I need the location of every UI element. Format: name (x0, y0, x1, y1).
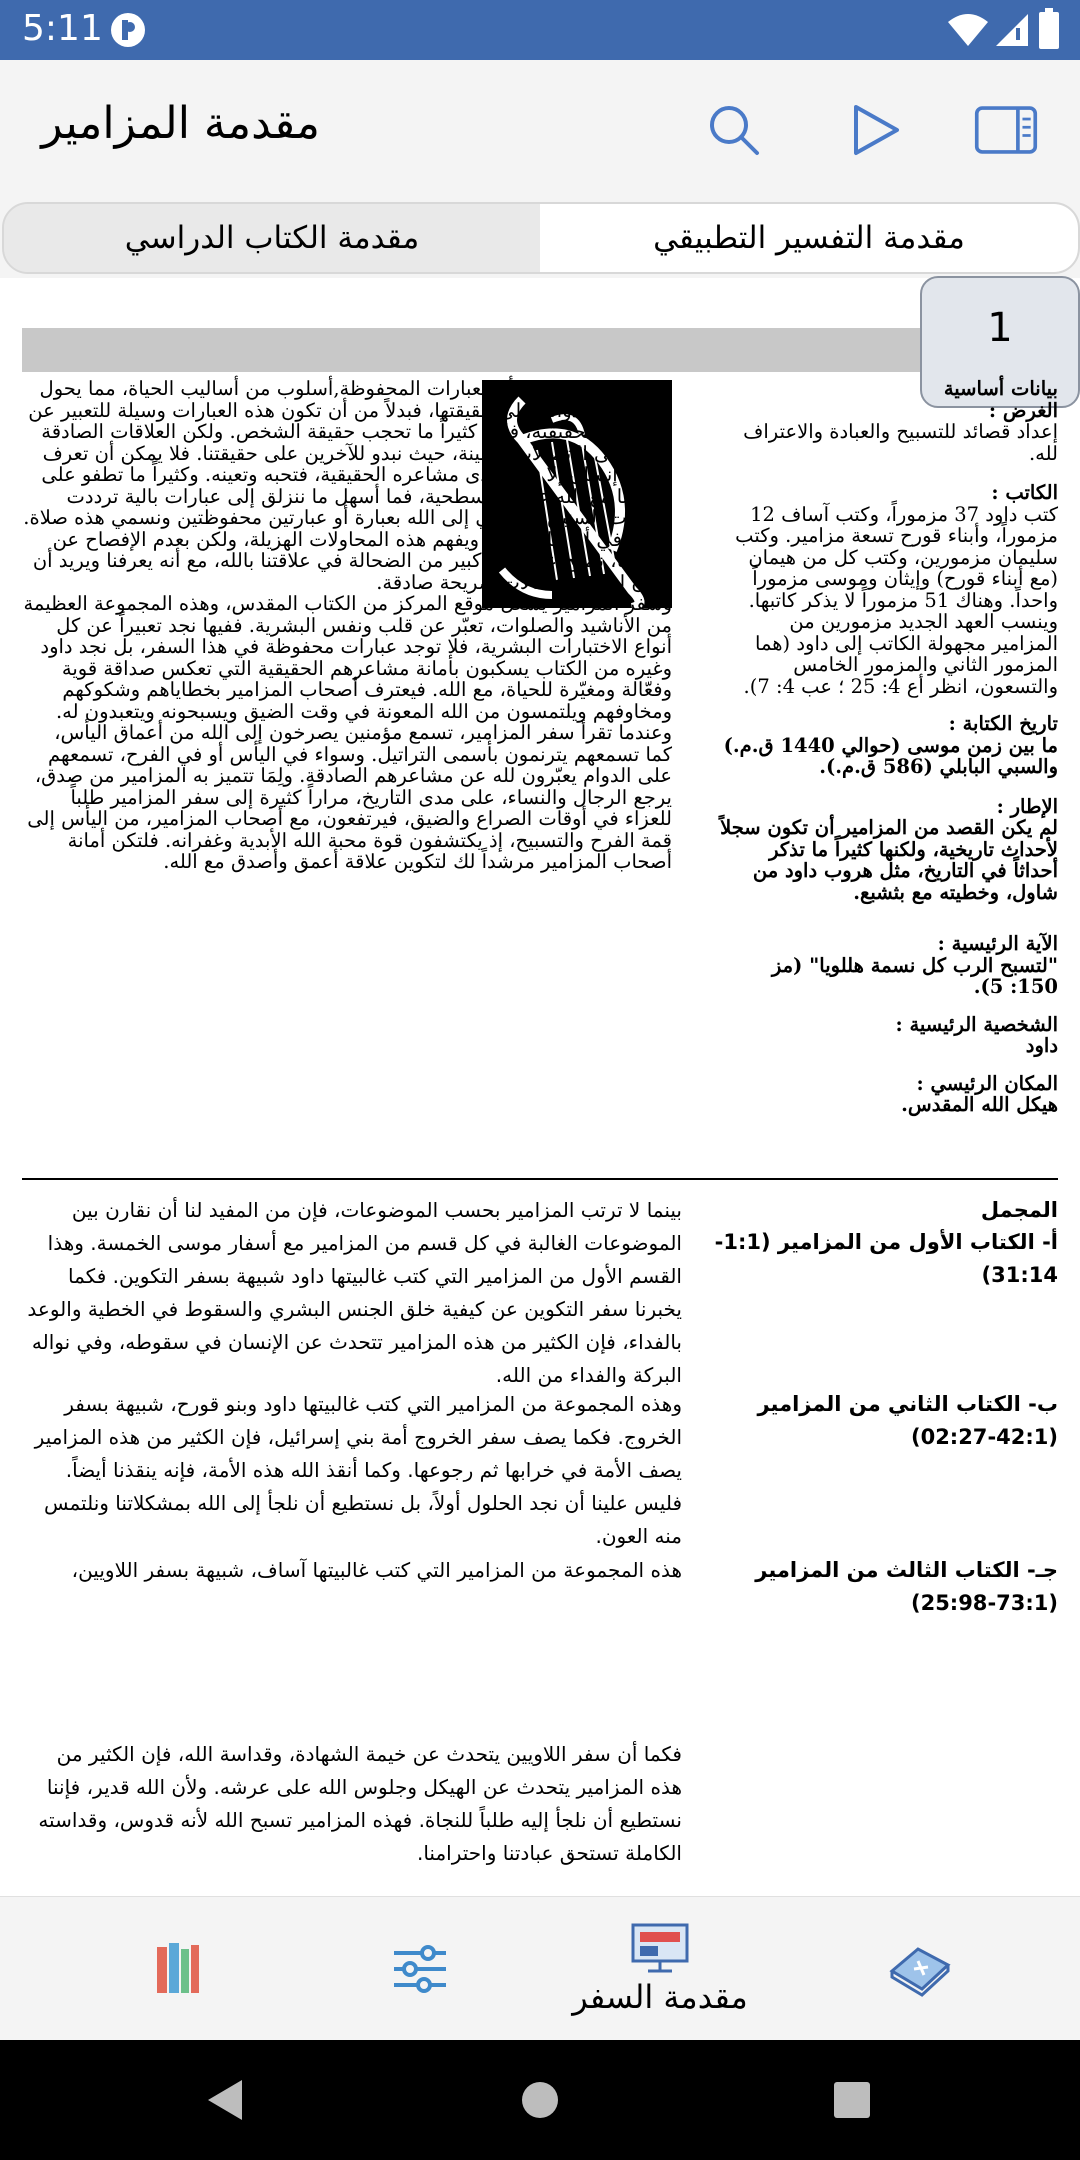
sidebar-panel-icon (974, 103, 1038, 157)
basic-info-panel (718, 378, 1058, 1116)
status-bar (0, 0, 1080, 60)
search-icon (707, 103, 761, 157)
key-person-text: داود (1025, 1034, 1058, 1057)
bookshelf-icon (154, 1941, 202, 1997)
signal-icon (994, 12, 1030, 48)
outline-section-text-continued: فكما أن سفر اللاويين يتحدث عن خيمة الشهادة، وقداسة الله، فإن الكثير من هذه المزامير يتحدث عن الهيكل وجلوس الله على عرشه. ولأن الله قدير، فإننا نستطيع أن نلجأ إليه طلباً للنجاة. فهذه المزامير تسبح الله لأنه قدوس، وقداسته الكاملة تستحق عبادتنا واحترامنا. (38, 1742, 682, 1865)
search-button[interactable] (702, 98, 766, 162)
tab-applied-commentary-intro[interactable]: مقدمة التفسير التطبيقي (540, 204, 1078, 272)
section-header-bar (22, 328, 1058, 372)
notification-icon (108, 10, 148, 50)
author-label: الكاتب : (991, 481, 1058, 504)
page-title: مقدمة المزامير (41, 98, 320, 149)
purpose-label: الغرض : (988, 398, 1058, 422)
sidebar-toggle-button[interactable] (974, 98, 1038, 162)
chapter-number-badge[interactable]: 1 (920, 276, 1080, 408)
nav-library[interactable] (108, 1897, 248, 2041)
setting-label: الإطار : (996, 794, 1058, 818)
battery-icon (1038, 8, 1060, 50)
nav-book-intro-label: مقدمة السفر (572, 1978, 748, 2016)
key-verse-label: الآية الرئيسية : (937, 932, 1058, 955)
key-place-label: المكان الرئيسي : (916, 1071, 1058, 1095)
outline-section-text: وهذه المجموعة من المزامير التي كتب غالبيتها داود وبنو قورح، شبيهة بسفر الخروج. فكما يصف سفر الخروج أمة بني إسرائيل، فإن الكثير من هذه المزامير يصف الأمة في خرابها ثم رجوعها. وكما أنقذ الله هذه الأمة، فإنه ينقذنا أيضاً. فليس علينا أن نجد الحلول أولاً، بل نستطيع أن نلجأ إلى الله بمشكلاتنا ونلتمس منه العون. (34, 1392, 682, 1548)
recents-icon[interactable] (834, 2082, 870, 2118)
app-bar (0, 60, 1080, 199)
play-icon (851, 104, 901, 156)
tab-bar (0, 198, 1080, 278)
section-divider (22, 1178, 1058, 1180)
outline-section-title: أ- الكتاب الأول من المزامير (1:1-31:14) (714, 1230, 1058, 1287)
key-place-text: هيكل الله المقدس. (901, 1093, 1058, 1116)
purpose-text: إعداد قصائد للتسبيح والعبادة والاعتراف لله. (743, 420, 1058, 465)
home-icon[interactable] (520, 2080, 560, 2120)
back-icon[interactable] (204, 2078, 244, 2122)
wifi-icon (946, 12, 990, 48)
nav-book-intro[interactable] (560, 1897, 760, 2041)
date-text: ما بين زمن موسى (حوالي 1440 ق.م.) والسبي البابلي (586 ق.م.). (723, 733, 1058, 778)
author-text: كتب داود 37 مزموراً، وكتب آساف 12 مزموراً، وأبناء قورح تسعة مزامير. وكتب سليمان مزمورين، وكتب كل من هيمان (مع أبناء قورح) وإيثان وموسى مزموراً واحداً. وهناك 51 مزموراً لا يذكر كاتبها. وينسب العهد الجديد مزمورين من المزامير مجهولة الكاتب إلى داود (هما المزمور الثاني والمزمور الخامس والتسعون، انظر أع 4: 25 ؛ عب 4: 7). (735, 502, 1058, 698)
outline-section-text: بينما لا ترتب المزامير بحسب الموضوعات، فإن من المفيد لنا أن نقارن بين الموضوعات الغالبة في كل قسم من المزامير مع أسفار موسى الخمسة. وهذا القسم الأول من المزامير التي كتب غالبيتها داود شبيهة بسفر التكوين. فكما يخبرنا سفر التكوين عن كيفية خلق الجنس البشري والسقوط في الخطية والوعد بالفداء، فإن الكثير من هذه المزامير تتحدث عن الإنسان في سقوطه، وفي نواله البركة والفداء من الله. (27, 1198, 682, 1387)
nav-settings[interactable] (350, 1897, 490, 2041)
date-label: تاريخ الكتابة : (948, 712, 1058, 735)
outline-section-title: ب- الكتاب الثاني من المزامير (42:1-02:27) (757, 1392, 1058, 1449)
intro-paragraph: وسفر المزامير يشغل موقع المركز من الكتاب المقدس، وهذه المجموعة العظيمة من الأناشيد والصلوات، تعبّر عن قلب ونفس البشرية. ففيها نجد تعبيراً عن كل أنواع الاختبارات البشرية، فلا توجد عبارات محفوظة في هذا السفر، بل نجد داود وغيره من الكتاب يسكبون بأمانة مشاعرهم الحقيقية التي تعكس صداقة قوية وفعّالة ومغيّرة للحياة، مع الله. فيعترف أصحاب المزامير بخطاياهم وشكوكهم ومخاوفهم ويلتمسون من الله المعونة في وقت الضيق ويسبحونه ويتعبدون له. (23, 592, 672, 723)
intro-paragraph: وعندما تقرأ سفر المزامير، تسمع مؤمنين يصرخون إلى الله من أعماق اليأس، كما تسمعهم يترنمون بأسمى التراتيل. وسواء في اليأس أو في الفرح، تسمعهم على الدوام يعبّرون لله عن مشاعرهم الصادقة. ولِمَا تتميز به المزامير من صدق، يرجع الرجال والنساء، على مدى التاريخ، مراراً كثيرة إلى سفر المزامير طلباً للعزاء في أوقات الصراع والضيق، فيرتفعون، مع أصحاب المزامير، من اليأس إلى قمة الفرح والتسبيح، إذ يكتشفون قوة محبة الله الأبدية وغفرانه. فلتكن أمانة أصحاب المزامير مرشداً لك لتكوين علاقة أعمق وأصدق مع الله. (27, 721, 672, 873)
outline-heading: المجمل (980, 1198, 1058, 1222)
key-person-label: الشخصية الرئيسية : (895, 1012, 1058, 1036)
nav-bible[interactable] (850, 1897, 990, 2041)
system-navigation-bar (0, 2040, 1080, 2160)
bottom-navigation (0, 1896, 1080, 2041)
status-time: 5:11 (22, 8, 103, 49)
outline-section-title: جـ- الكتاب الثالث من المزامير (73:1-25:98) (755, 1558, 1058, 1615)
segmented-control (2, 202, 1080, 274)
key-verse-text: "لتسبح الرب كل نسمة هللويا" (مز 150: 5). (771, 953, 1058, 998)
intro-text (22, 378, 672, 873)
bible-icon (888, 1941, 952, 1997)
setting-text: لم يكن القصد من المزامير أن تكون سجلاً لأحداث تاريخية، ولكنها كثيراً ما تذكر أحداثاً في التاريخ، مثل هروب داود من شاول، وخطيته مع بثشبع. (720, 816, 1058, 904)
outline-section-text: هذه المجموعة من المزامير التي كتب غالبيتها آساف، شبيهة بسفر اللاويين، (71, 1558, 682, 1582)
tab-study-book-intro[interactable]: مقدمة الكتاب الدراسي (4, 204, 540, 272)
book-intro-icon (630, 1922, 690, 1974)
sliders-icon (390, 1943, 450, 1995)
intro-paragraph: استخدام "التحيات" أو العبارات المحفوظة,أسلوب من أساليب الحياة، مما يحول دون كشف ذواتنا على حقيقتها، فبدلاً من أن تكون هذه العبارات وسيلة للتعبير عن المشاعر الحقيقية، فإنها كثيراً ما تحجب حقيقة الشخص. ولكن العلاقات الصادقة تقوم على الاتصالات الأمينة، حيث نبدو للآخرين على حقيقتنا. فلا يمكن أن تعرف حقيقة إنسان إلا متى أبدى مشاعره الحقيقية، فتحبه وتعينه. وكثيراً ما تطفو على أحاديثنا مع الله عبارات سطحية، فما أسهل ما ننزلق إلى عبارات بالية ترددت عشرات السنين، أو نلقي إلى الله بعبارة أو عبارتين محفوظتين ونسمي هذه صلاة. لاشك في أن الله يسمع ويفهم هذه المحاولات الهزيلة، ولكن بعدم الإفصاح عن أعماقنا، نصبح على قدر كبير من الضحالة في علاقتنا بالله، مع أنه يعرفنا ويريد أن نكون لنا معه اتصالات صريحة صادقة. (23, 377, 672, 594)
basic-info-heading: بيانات أساسية (943, 377, 1058, 400)
play-button[interactable] (844, 98, 908, 162)
